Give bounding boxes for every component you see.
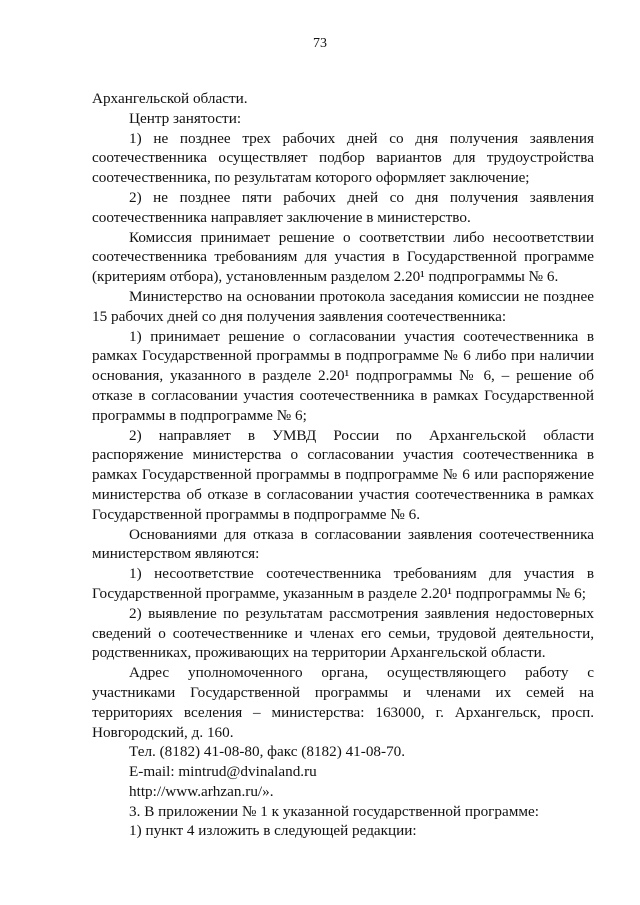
paragraph-authority-address: Адрес уполномоченного органа, осуществляющего работу с участниками Государственной программы и членами их семей на территориях вселения – министерства: 163000, г. Архангельск, просп. Новгородский, д. 160. xyxy=(92,664,594,741)
paragraph-website: http://www.arhzan.ru/». xyxy=(129,782,274,800)
paragraph-refusal-item-1: 1) несоответствие соотечественника требованиям для участия в Государственной программе, указанным в разделе 2.20¹ подпрограммы № 6; xyxy=(92,565,594,602)
paragraph-refusal-grounds: Основаниями для отказа в согласовании заявления соотечественника министерством являются: xyxy=(92,525,594,563)
paragraph-commission-decision: Комиссия принимает решение о соответствии либо несоответствии соотечественника требованиям для участия в Государственной программе (критериям отбора), установленным разделом 2.20¹ подпрограммы № 6. xyxy=(92,228,594,286)
paragraph-ministry-item-1: 1) принимает решение о согласовании участия соотечественника в рамках Государственной программы в подпрограмме № 6 либо при наличии основания, указанного в разделе 2.20¹ подпрограммы № 6, – решение об отказе в согласовании участия соотечественника в рамках Государственной программы в подпрограмме № 6; xyxy=(92,327,594,424)
paragraph-region-end: Архангельской области. xyxy=(92,90,248,107)
paragraph-ministry-protocol: Министерство на основании протокола заседания комиссии не позднее 15 рабочих дней со дня получения заявления соотечественника: xyxy=(92,287,594,325)
paragraph-employment-center: Центр занятости: xyxy=(129,109,242,127)
document-body xyxy=(92,89,594,841)
paragraph-item-4-edit: 1) пункт 4 изложить в следующей редакции: xyxy=(129,822,417,840)
paragraph-center-item-2: 2) не позднее пяти рабочих дней со дня получения заявления соотечественника направляет заключение в министерство. xyxy=(92,188,594,226)
paragraph-ministry-item-2: 2) направляет в УМВД России по Архангельской области распоряжение министерства о согласовании участия соотечественника в рамках Государственной программы в подпрограмме № 6 или распоряжение министерства об отказе в согласовании участия соотечественника в рамках Государственной программы в подпрограмме № 6. xyxy=(92,426,594,523)
paragraph-refusal-item-2: 2) выявление по результатам рассмотрения заявления недостоверных сведений о соотечественнике и членах его семьи, трудовой деятельности, родственниках, проживающих на территории Архангельской области. xyxy=(92,604,594,662)
paragraph-email: E-mail: mintrud@dvinaland.ru xyxy=(129,763,317,781)
paragraph-phone-fax: Тел. (8182) 41-08-80, факс (8182) 41-08-70. xyxy=(129,743,406,761)
paragraph-appendix-1: 3. В приложении № 1 к указанной государственной программе: xyxy=(129,802,539,820)
page-number: 73 xyxy=(313,36,327,51)
paragraph-center-item-1: 1) не позднее трех рабочих дней со дня получения заявления соотечественника осуществляет подбор вариантов для трудоустройства соотечественника, по результатам которого оформляет заключение; xyxy=(92,129,594,187)
